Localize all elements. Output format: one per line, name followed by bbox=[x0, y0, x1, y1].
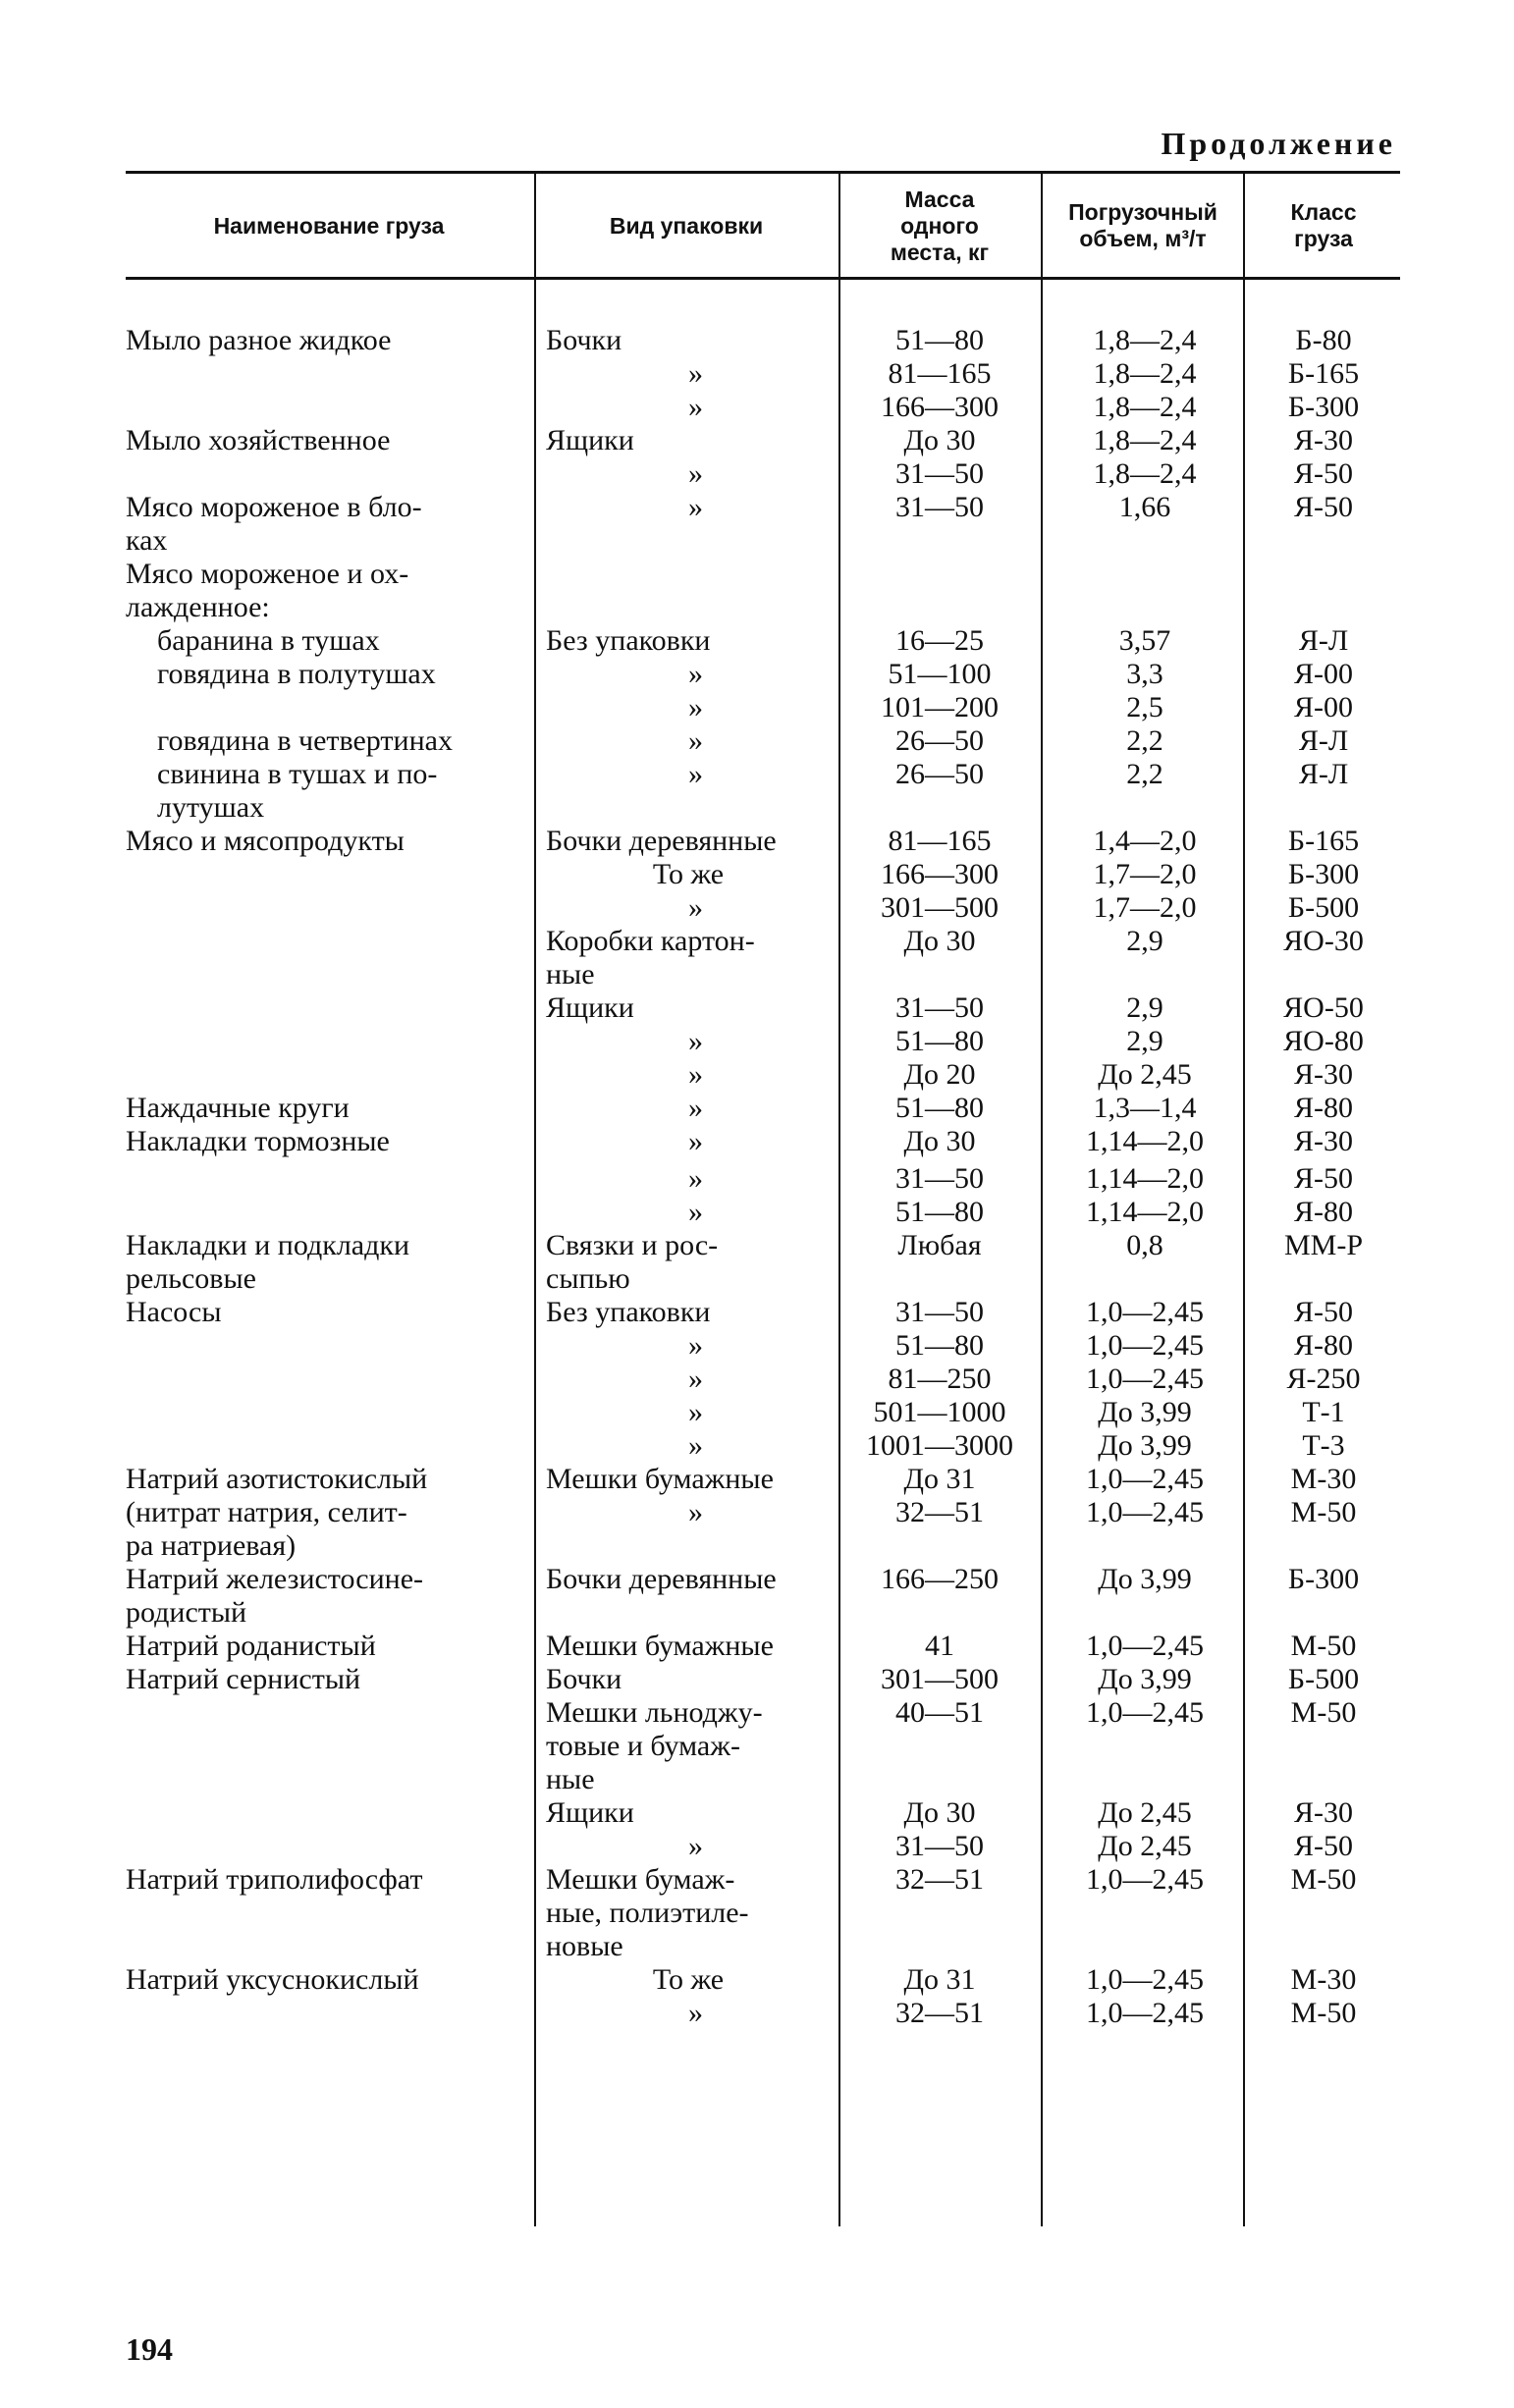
volume-cell: 3,3 bbox=[1126, 658, 1163, 690]
cargo-name-line: Натрий уксуснокислый bbox=[126, 1963, 419, 1996]
packaging-line: товые и бумаж- bbox=[546, 1730, 740, 1762]
volume-cell: 1,66 bbox=[1118, 491, 1171, 523]
table-row bbox=[0, 991, 1514, 1025]
packaging-cell bbox=[546, 691, 831, 724]
class-cell: Я-30 bbox=[1294, 1058, 1353, 1091]
packaging-cell bbox=[546, 1329, 831, 1363]
packaging-cell bbox=[546, 1025, 831, 1058]
mass-cell: 81—165 bbox=[888, 357, 992, 390]
packaging-cell bbox=[546, 825, 831, 858]
table-row bbox=[0, 1092, 1514, 1125]
mass-cell: До 30 bbox=[903, 1796, 976, 1829]
packaging-line: Без упаковки bbox=[546, 624, 711, 657]
volume-cell: 1,8—2,4 bbox=[1093, 424, 1197, 456]
volume-cell: 1,8—2,4 bbox=[1093, 324, 1197, 356]
packaging-line: » bbox=[688, 1363, 703, 1395]
table-row bbox=[0, 1963, 1514, 1997]
class-cell: Я-50 bbox=[1294, 1830, 1353, 1862]
class-cell: Б-300 bbox=[1287, 858, 1360, 890]
packaging-line: ные bbox=[546, 1763, 595, 1795]
packaging-line: » bbox=[688, 357, 703, 390]
table-row bbox=[0, 925, 1514, 991]
cargo-name-cell bbox=[126, 1663, 509, 1696]
cargo-name-line: Насосы bbox=[126, 1296, 222, 1328]
cargo-name-cell bbox=[126, 558, 509, 624]
table-row bbox=[0, 1229, 1514, 1296]
class-cell: Я-80 bbox=[1294, 1092, 1353, 1124]
volume-cell: 1,0—2,45 bbox=[1086, 1963, 1204, 1996]
volume-cell: 1,0—2,45 bbox=[1086, 1496, 1204, 1528]
packaging-line: » bbox=[688, 1092, 703, 1124]
packaging-line: Мешки бумаж- bbox=[546, 1863, 735, 1896]
packaging-line: Коробки картон- bbox=[546, 925, 755, 957]
mass-cell: 31—50 bbox=[895, 1830, 984, 1862]
table-row bbox=[0, 1025, 1514, 1058]
mass-cell: 31—50 bbox=[895, 1162, 984, 1195]
table-row bbox=[0, 1630, 1514, 1663]
volume-cell: 1,14—2,0 bbox=[1086, 1125, 1204, 1157]
table-row bbox=[0, 357, 1514, 391]
packaging-line: Ящики bbox=[546, 991, 634, 1024]
packaging-cell bbox=[546, 1630, 831, 1663]
volume-cell: 1,8—2,4 bbox=[1093, 391, 1197, 423]
mass-cell: 26—50 bbox=[895, 758, 984, 790]
volume-cell: 1,0—2,45 bbox=[1086, 1296, 1204, 1328]
header-class: Класс груза bbox=[1290, 199, 1357, 251]
mass-cell: Любая bbox=[897, 1229, 982, 1261]
mass-cell: 40—51 bbox=[895, 1696, 984, 1729]
packaging-line: » bbox=[688, 1429, 703, 1462]
packaging-line: » bbox=[688, 724, 703, 757]
packaging-cell bbox=[546, 1296, 831, 1329]
packaging-cell bbox=[546, 1363, 831, 1396]
class-cell: Я-30 bbox=[1294, 424, 1353, 456]
volume-cell: 1,7—2,0 bbox=[1093, 858, 1197, 890]
volume-cell: 2,2 bbox=[1126, 758, 1163, 790]
mass-cell: До 31 bbox=[903, 1463, 976, 1495]
mass-cell: 31—50 bbox=[895, 1296, 984, 1328]
volume-cell: 1,8—2,4 bbox=[1093, 357, 1197, 390]
cargo-name-line: лажденное: bbox=[126, 591, 270, 623]
cargo-name-cell bbox=[126, 1496, 509, 1563]
cargo-name-cell bbox=[126, 1463, 509, 1496]
packaging-line: » bbox=[688, 1125, 703, 1157]
header-bottom-rule bbox=[126, 277, 1400, 280]
packaging-line: Бочки bbox=[546, 324, 622, 356]
mass-cell: 166—250 bbox=[881, 1563, 999, 1595]
table-row bbox=[0, 1496, 1514, 1563]
packaging-cell bbox=[546, 1196, 831, 1229]
volume-cell: 1,8—2,4 bbox=[1093, 457, 1197, 490]
cargo-name-cell bbox=[126, 825, 509, 858]
class-cell: М-50 bbox=[1290, 1630, 1357, 1662]
mass-cell: 1001—3000 bbox=[866, 1429, 1013, 1462]
packaging-cell bbox=[546, 424, 831, 457]
volume-cell: 1,4—2,0 bbox=[1093, 825, 1197, 857]
packaging-line: ные bbox=[546, 958, 595, 990]
volume-cell: 2,9 bbox=[1126, 1025, 1163, 1057]
cargo-name-line: говядина в четвертинах bbox=[157, 724, 453, 757]
packaging-line: Мешки бумажные bbox=[546, 1630, 774, 1662]
class-cell: М-50 bbox=[1290, 1997, 1357, 2029]
volume-cell: 1,14—2,0 bbox=[1086, 1196, 1204, 1228]
packaging-line: Бочки bbox=[546, 1663, 622, 1695]
table-row bbox=[0, 1796, 1514, 1830]
table-row bbox=[0, 624, 1514, 658]
packaging-line: » bbox=[688, 1058, 703, 1091]
packaging-cell bbox=[546, 624, 831, 658]
mass-cell: 32—51 bbox=[895, 1496, 984, 1528]
class-cell: Я-30 bbox=[1294, 1796, 1353, 1829]
volume-cell: 1,0—2,45 bbox=[1086, 1863, 1204, 1896]
packaging-line: сыпью bbox=[546, 1262, 630, 1295]
volume-cell: 0,8 bbox=[1126, 1229, 1163, 1261]
mass-cell: 81—165 bbox=[888, 825, 992, 857]
class-cell: Я-Л bbox=[1298, 758, 1349, 790]
volume-cell: 1,14—2,0 bbox=[1086, 1162, 1204, 1195]
packaging-cell bbox=[546, 991, 831, 1025]
cargo-name-line: баранина в тушах bbox=[157, 624, 380, 657]
class-cell: Б-300 bbox=[1287, 1563, 1360, 1595]
mass-cell: 31—50 bbox=[895, 991, 984, 1024]
volume-cell: 2,9 bbox=[1126, 991, 1163, 1024]
cargo-name-cell bbox=[126, 424, 509, 457]
packaging-cell bbox=[546, 658, 831, 691]
class-cell: Я-250 bbox=[1286, 1363, 1361, 1395]
packaging-line: » bbox=[688, 1025, 703, 1057]
table-row bbox=[0, 457, 1514, 491]
class-cell: М-50 bbox=[1290, 1496, 1357, 1528]
packaging-cell bbox=[546, 1663, 831, 1696]
packaging-cell bbox=[546, 391, 831, 424]
mass-cell: 32—51 bbox=[895, 1997, 984, 2029]
cargo-name-line: Накладки и подкладки bbox=[126, 1229, 409, 1261]
table-row bbox=[0, 1463, 1514, 1496]
class-cell: Б-165 bbox=[1287, 357, 1360, 390]
class-cell: М-50 bbox=[1290, 1863, 1357, 1896]
packaging-cell bbox=[546, 491, 831, 524]
mass-cell: 26—50 bbox=[895, 724, 984, 757]
volume-cell: До 2,45 bbox=[1098, 1796, 1192, 1829]
packaging-cell bbox=[546, 1696, 831, 1796]
class-cell: Т-1 bbox=[1302, 1396, 1345, 1428]
class-cell: Я-00 bbox=[1294, 691, 1353, 723]
packaging-line: ные, полиэтиле- bbox=[546, 1897, 749, 1929]
cargo-name-cell bbox=[157, 624, 509, 658]
table-row bbox=[0, 424, 1514, 457]
packaging-cell bbox=[546, 457, 831, 491]
class-cell: Я-30 bbox=[1294, 1125, 1353, 1157]
table-row bbox=[0, 1863, 1514, 1963]
class-cell: М-50 bbox=[1290, 1696, 1357, 1729]
mass-cell: 51—80 bbox=[895, 1329, 984, 1362]
class-cell: ЯО-50 bbox=[1283, 991, 1364, 1024]
class-cell: Т-3 bbox=[1302, 1429, 1345, 1462]
volume-cell: До 2,45 bbox=[1098, 1058, 1192, 1091]
packaging-cell bbox=[546, 1229, 831, 1296]
table-row bbox=[0, 658, 1514, 691]
packaging-cell bbox=[546, 758, 831, 791]
packaging-line: Мешки бумажные bbox=[546, 1463, 774, 1495]
table-row bbox=[0, 1696, 1514, 1796]
cargo-name-cell bbox=[126, 1125, 509, 1158]
cargo-name-cell bbox=[126, 1092, 509, 1125]
packaging-cell bbox=[546, 1496, 831, 1529]
volume-cell: До 2,45 bbox=[1098, 1830, 1192, 1862]
packaging-cell bbox=[546, 1162, 831, 1196]
mass-cell: 31—50 bbox=[895, 457, 984, 490]
mass-cell: 51—100 bbox=[888, 658, 992, 690]
mass-cell: До 20 bbox=[903, 1058, 976, 1091]
packaging-line: » bbox=[688, 758, 703, 790]
cargo-name-cell bbox=[126, 1963, 509, 1997]
packaging-cell bbox=[546, 1396, 831, 1429]
table-row bbox=[0, 1196, 1514, 1229]
table-row bbox=[0, 558, 1514, 624]
packaging-cell bbox=[546, 324, 831, 357]
cargo-name-line: свинина в тушах и по- bbox=[157, 758, 438, 790]
packaging-line: То же bbox=[652, 858, 725, 890]
mass-cell: 166—300 bbox=[881, 391, 999, 423]
table-row bbox=[0, 1296, 1514, 1329]
packaging-line: Ящики bbox=[546, 1796, 634, 1829]
volume-cell: 1,0—2,45 bbox=[1086, 1329, 1204, 1362]
volume-cell: 1,7—2,0 bbox=[1093, 891, 1197, 924]
volume-cell: 2,9 bbox=[1126, 925, 1163, 957]
volume-cell: До 3,99 bbox=[1098, 1429, 1192, 1462]
mass-cell: 32—51 bbox=[895, 1863, 984, 1896]
packaging-cell bbox=[546, 357, 831, 391]
mass-cell: 31—50 bbox=[895, 491, 984, 523]
table-row bbox=[0, 324, 1514, 357]
class-cell: ЯО-30 bbox=[1283, 925, 1364, 957]
cargo-name-cell bbox=[157, 758, 509, 825]
mass-cell: 301—500 bbox=[881, 891, 999, 924]
table-row bbox=[0, 1162, 1514, 1196]
class-cell: Я-50 bbox=[1294, 1162, 1353, 1195]
table-row bbox=[0, 1363, 1514, 1396]
mass-cell: 81—250 bbox=[888, 1363, 992, 1395]
page-number: 194 bbox=[126, 2331, 173, 2367]
cargo-name-cell bbox=[126, 1229, 509, 1296]
class-cell: Б-80 bbox=[1295, 324, 1352, 356]
table-row bbox=[0, 858, 1514, 891]
cargo-name-line: Натрий роданистый bbox=[126, 1630, 376, 1662]
table-row bbox=[0, 1830, 1514, 1863]
class-cell: Я-50 bbox=[1294, 457, 1353, 490]
cargo-name-line: лутушах bbox=[157, 791, 265, 824]
continuation-label: Продолжение bbox=[1161, 126, 1396, 161]
volume-cell: 1,0—2,45 bbox=[1086, 1997, 1204, 2029]
header-volume: Погрузочный объем, м³/т bbox=[1068, 199, 1217, 251]
table-row bbox=[0, 891, 1514, 925]
table-row bbox=[0, 825, 1514, 858]
table-row bbox=[0, 1329, 1514, 1363]
packaging-line: Бочки деревянные bbox=[546, 1563, 777, 1595]
volume-cell: 1,0—2,45 bbox=[1086, 1696, 1204, 1729]
header-top-rule bbox=[126, 171, 1400, 174]
volume-cell: До 3,99 bbox=[1098, 1396, 1192, 1428]
cargo-name-line: Мясо мороженое в бло- bbox=[126, 491, 422, 523]
header-packaging: Вид упаковки bbox=[609, 212, 764, 239]
packaging-line: Связки и рос- bbox=[546, 1229, 719, 1261]
cargo-name-line: Мясо и мясопродукты bbox=[126, 825, 405, 857]
cargo-name-cell bbox=[126, 1296, 509, 1329]
mass-cell: 51—80 bbox=[895, 1196, 984, 1228]
table-row bbox=[0, 691, 1514, 724]
mass-cell: До 30 bbox=[903, 925, 976, 957]
cargo-name-line: Натрий сернистый bbox=[126, 1663, 361, 1695]
packaging-cell bbox=[546, 1092, 831, 1125]
cargo-name-cell bbox=[126, 1630, 509, 1663]
table-row bbox=[0, 491, 1514, 558]
class-cell: Я-50 bbox=[1294, 1296, 1353, 1328]
volume-cell: 1,0—2,45 bbox=[1086, 1363, 1204, 1395]
table-row bbox=[0, 724, 1514, 758]
volume-cell: 1,0—2,45 bbox=[1086, 1463, 1204, 1495]
packaging-line: » bbox=[688, 1329, 703, 1362]
table-row bbox=[0, 1429, 1514, 1463]
packaging-line: » bbox=[688, 658, 703, 690]
packaging-cell bbox=[546, 1563, 831, 1596]
volume-cell: 2,5 bbox=[1126, 691, 1163, 723]
packaging-cell bbox=[546, 1796, 831, 1830]
cargo-name-line: Натрий железистосине- bbox=[126, 1563, 424, 1595]
cargo-name-line: ра натриевая) bbox=[126, 1529, 297, 1562]
packaging-line: » bbox=[688, 1496, 703, 1528]
table-row bbox=[0, 391, 1514, 424]
mass-cell: 301—500 bbox=[881, 1663, 999, 1695]
cargo-name-line: ках bbox=[126, 524, 168, 557]
table-row bbox=[0, 1663, 1514, 1696]
packaging-cell bbox=[546, 891, 831, 925]
packaging-line: » bbox=[688, 1196, 703, 1228]
packaging-line: » bbox=[688, 1830, 703, 1862]
packaging-line: » bbox=[688, 457, 703, 490]
class-cell: ЯО-80 bbox=[1283, 1025, 1364, 1057]
packaging-line: » bbox=[688, 891, 703, 924]
packaging-line: То же bbox=[652, 1963, 725, 1996]
volume-cell: 1,0—2,45 bbox=[1086, 1630, 1204, 1662]
class-cell: Б-500 bbox=[1287, 1663, 1360, 1695]
cargo-name-cell bbox=[126, 1563, 509, 1630]
packaging-cell bbox=[546, 925, 831, 991]
packaging-line: Ящики bbox=[546, 424, 634, 456]
mass-cell: 101—200 bbox=[881, 691, 999, 723]
packaging-line: » bbox=[688, 1997, 703, 2029]
mass-cell: До 31 bbox=[903, 1963, 976, 1996]
packaging-line: » bbox=[688, 491, 703, 523]
packaging-line: новые bbox=[546, 1930, 623, 1962]
packaging-cell bbox=[546, 1058, 831, 1092]
packaging-cell bbox=[546, 1463, 831, 1496]
cargo-name-line: Наждачные круги bbox=[126, 1092, 350, 1124]
mass-cell: До 30 bbox=[903, 1125, 976, 1157]
cargo-name-line: Натрий азотистокислый bbox=[126, 1463, 428, 1495]
class-cell: Б-165 bbox=[1287, 825, 1360, 857]
volume-cell: 3,57 bbox=[1118, 624, 1171, 657]
packaging-line: » bbox=[688, 691, 703, 723]
packaging-cell bbox=[546, 1997, 831, 2030]
cargo-name-line: Мыло разное жидкое bbox=[126, 324, 392, 356]
packaging-line: Бочки деревянные bbox=[546, 825, 777, 857]
cargo-name-line: (нитрат натрия, селит- bbox=[126, 1496, 407, 1528]
volume-cell: 2,2 bbox=[1126, 724, 1163, 757]
packaging-cell bbox=[546, 1963, 831, 1997]
cargo-name-line: Мыло хозяйственное bbox=[126, 424, 391, 456]
table-row bbox=[0, 1058, 1514, 1092]
table-row bbox=[0, 1396, 1514, 1429]
cargo-name-line: Натрий триполифосфат bbox=[126, 1863, 423, 1896]
packaging-line: Без упаковки bbox=[546, 1296, 711, 1328]
packaging-line: » bbox=[688, 1162, 703, 1195]
table-row bbox=[0, 1125, 1514, 1158]
volume-cell: До 3,99 bbox=[1098, 1663, 1192, 1695]
packaging-cell bbox=[546, 1830, 831, 1863]
table-row bbox=[0, 758, 1514, 825]
class-cell: М-30 bbox=[1290, 1463, 1357, 1495]
cargo-name-cell bbox=[126, 324, 509, 357]
class-cell: Я-00 bbox=[1294, 658, 1353, 690]
packaging-cell bbox=[546, 1125, 831, 1158]
class-cell: М-30 bbox=[1290, 1963, 1357, 1996]
mass-cell: 16—25 bbox=[895, 624, 984, 657]
class-cell: Я-50 bbox=[1294, 491, 1353, 523]
mass-cell: До 30 bbox=[903, 424, 976, 456]
mass-cell: 41 bbox=[925, 1630, 954, 1662]
cargo-name-line: Мясо мороженое и ох- bbox=[126, 558, 409, 590]
table-row bbox=[0, 1997, 1514, 2030]
cargo-name-cell bbox=[126, 1863, 509, 1897]
cargo-name-cell bbox=[157, 658, 509, 691]
mass-cell: 51—80 bbox=[895, 1092, 984, 1124]
class-cell: Я-Л bbox=[1298, 724, 1349, 757]
cargo-name-line: Накладки тормозные bbox=[126, 1125, 390, 1157]
volume-cell: 1,3—1,4 bbox=[1093, 1092, 1197, 1124]
volume-cell: До 3,99 bbox=[1098, 1563, 1192, 1595]
packaging-line: » bbox=[688, 1396, 703, 1428]
mass-cell: 501—1000 bbox=[873, 1396, 1006, 1428]
class-cell: ММ-Р bbox=[1283, 1229, 1364, 1261]
packaging-cell bbox=[546, 724, 831, 758]
cargo-name-line: родистый bbox=[126, 1596, 247, 1629]
class-cell: Я-80 bbox=[1294, 1329, 1353, 1362]
header-name: Наименование груза bbox=[213, 212, 445, 239]
class-cell: Я-Л bbox=[1298, 624, 1349, 657]
table-row bbox=[0, 1563, 1514, 1630]
class-cell: Б-500 bbox=[1287, 891, 1360, 924]
mass-cell: 51—80 bbox=[895, 1025, 984, 1057]
cargo-name-cell bbox=[157, 724, 509, 758]
packaging-cell bbox=[546, 1863, 831, 1963]
packaging-line: » bbox=[688, 391, 703, 423]
packaging-line: Мешки льноджу- bbox=[546, 1696, 763, 1729]
packaging-cell bbox=[546, 1429, 831, 1463]
cargo-name-line: рельсовые bbox=[126, 1262, 256, 1295]
mass-cell: 51—80 bbox=[895, 324, 984, 356]
cargo-name-line: говядина в полутушах bbox=[157, 658, 436, 690]
header-mass: Масса одного места, кг bbox=[890, 186, 990, 265]
packaging-cell bbox=[546, 858, 831, 891]
table-body bbox=[0, 324, 1514, 2030]
class-cell: Б-300 bbox=[1287, 391, 1360, 423]
cargo-name-cell bbox=[126, 491, 509, 558]
mass-cell: 166—300 bbox=[881, 858, 999, 890]
class-cell: Я-80 bbox=[1294, 1196, 1353, 1228]
